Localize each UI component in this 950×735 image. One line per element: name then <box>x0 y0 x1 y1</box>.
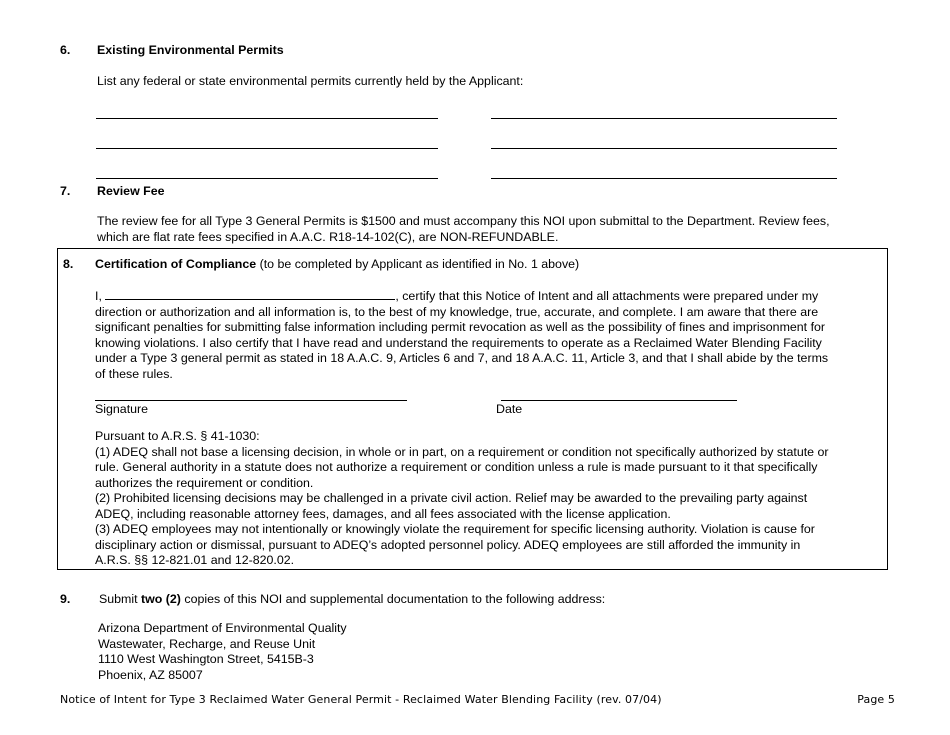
signature-line[interactable] <box>95 400 407 401</box>
section-8-heading <box>95 257 579 271</box>
review-fee-text <box>97 214 897 245</box>
footer-title <box>60 693 662 706</box>
cert-line: of these rules. <box>95 366 173 381</box>
pursuant-line: rule. General authority in a statute does not authorize a requirement or condition unless a rule is made pursuant to it that specifically <box>95 460 818 474</box>
section-8-title: Certification of Compliance <box>95 257 257 271</box>
section-7-title: Review Fee <box>97 184 165 198</box>
pursuant-line: (2) Prohibited licensing decisions may be challenged in a private civil action. Relief may be awarded to the prevailing party against <box>95 491 808 505</box>
signature-label: Signature <box>95 402 149 416</box>
address-line: 1110 West Washington Street, 5415B-3 <box>98 652 314 666</box>
section-8-number: 8. <box>63 257 74 271</box>
submit-text-before: Submit <box>99 592 142 606</box>
cert-line: under a Type 3 general permit as stated in 18 A.A.C. 9, Articles 6 and 7, and 18 A.A.C. 11, Article 3, and that I shall abide by the terms <box>95 351 829 365</box>
review-fee-line-1: The review fee for all Type 3 General Permits is $1500 and must accompany this NOI upon submittal to the Department. Review fees, <box>97 214 830 228</box>
footer-document-title: Notice of Intent for Type 3 Reclaimed Water General Permit - Reclaimed Water Blending Facility <box>60 693 593 706</box>
submit-text-after: copies of this NOI and supplemental documentation to the following address: <box>180 592 606 606</box>
section-6-number: 6. <box>60 43 71 57</box>
permit-entry-line-1[interactable] <box>96 118 438 119</box>
pursuant-line: (3) ADEQ employees may not intentionally or knowingly violate the requirement for specific licensing authority. Violation is cause for <box>95 522 815 536</box>
submit-copies-count: two (2) <box>141 592 181 606</box>
pursuant-line: (1) ADEQ shall not base a licensing decision, in whole or in part, on a requirement or condition not specifically authorized by statute or <box>95 444 829 459</box>
section-9-number: 9. <box>60 592 71 606</box>
footer-revision: (rev. 07/04) <box>596 693 662 706</box>
pursuant-line: Pursuant to A.R.S. § 41-1030: <box>95 429 260 443</box>
footer-page-number: Page 5 <box>857 693 895 706</box>
pursuant-line: authorizes the requirement or condition. <box>95 475 314 490</box>
cert-line: significant penalties for submitting false information including permit revocation as well as the possibility of fines and imprisonment for <box>95 320 826 334</box>
review-fee-line-2: which are flat rate fees specified in A.A.C. R18-14-102(C), are NON-REFUNDABLE. <box>97 229 559 244</box>
pursuant-line: A.R.S. §§ 12-821.01 and 12-820.02. <box>95 553 295 567</box>
permit-entry-line-3[interactable] <box>96 148 438 149</box>
date-label: Date <box>496 402 523 416</box>
section-6-title: Existing Environmental Permits <box>97 43 284 57</box>
certification-statement <box>95 288 885 382</box>
address-line: Arizona Department of Environmental Quality <box>98 621 347 635</box>
pursuant-line: disciplinary action or dismissal, pursuant to ADEQ’s adopted personnel policy. ADEQ employees are still afforded the immunity in <box>95 537 801 552</box>
submit-instruction <box>99 592 605 606</box>
mailing-address <box>98 621 498 683</box>
permit-entry-line-2[interactable] <box>491 118 837 119</box>
cert-line: knowing violations. I also certify that I have read and understand the requirements to operate as a Reclaimed Water Blending Facility <box>95 335 822 350</box>
permit-entry-line-5[interactable] <box>96 178 438 179</box>
applicant-name-field[interactable] <box>105 288 395 300</box>
cert-line: direction or authorization and all information is, to the best of my knowledge, true, accurate, and complete. I am aware that there are <box>95 304 819 319</box>
section-7-number: 7. <box>60 184 71 198</box>
section-6-instruction: List any federal or state environmental permits currently held by the Applicant: <box>97 74 524 88</box>
date-line[interactable] <box>501 400 737 401</box>
pursuant-line: ADEQ, including reasonable attorney fees, damages, and all fees associated with the license application. <box>95 506 671 521</box>
permit-entry-line-6[interactable] <box>491 178 837 179</box>
section-8-title-note: (to be completed by Applicant as identified in No. 1 above) <box>259 257 580 271</box>
permit-entry-line-4[interactable] <box>491 148 837 149</box>
pursuant-text <box>95 429 885 569</box>
address-line: Wastewater, Recharge, and Reuse Unit <box>98 636 316 651</box>
address-line: Phoenix, AZ 85007 <box>98 667 203 682</box>
cert-line-1-rest: , certify that this Notice of Intent and all attachments were prepared under my <box>395 289 819 303</box>
cert-prefix: I, <box>95 289 102 303</box>
